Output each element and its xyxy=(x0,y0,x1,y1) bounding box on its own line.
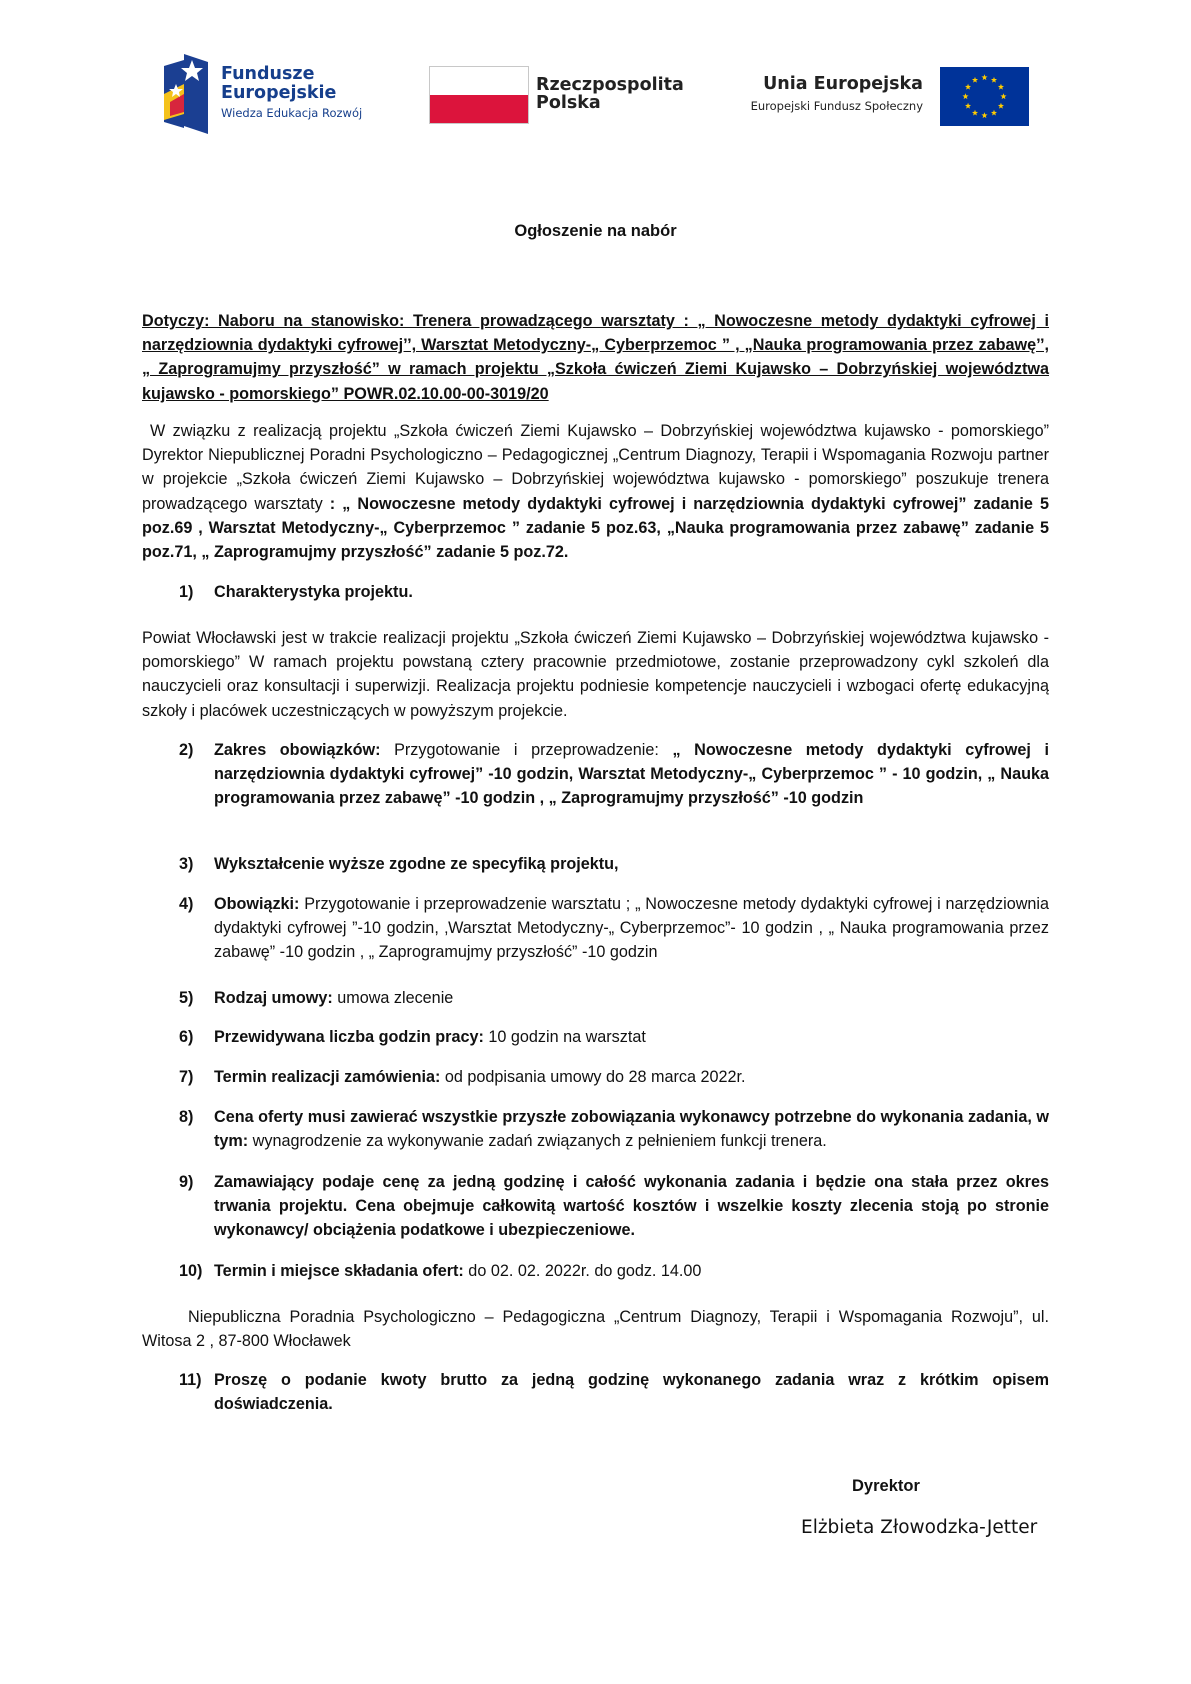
item-6-label: Przewidywana liczba godzin pracy: xyxy=(214,1028,484,1046)
polish-flag-icon xyxy=(429,66,529,124)
item-3-label: Wykształcenie wyższe zgodne ze specyfiką projektu, xyxy=(214,855,619,873)
item-4-label: Obowiązki: xyxy=(214,895,300,913)
item-10-label: Termin i miejsce składania ofert: xyxy=(214,1262,464,1280)
intro-bold-text: : „ Nowoczesne metody dydaktyki cyfrowej i narzędziownia dydaktyki cyfrowej” zadanie 5 poz.69 , Warsztat Metodyczny-„ Cyberprzemoc ” zadanie 5 poz.63, „Nauka programowania przez zabawę” zadanie 5 poz.71, „ Zaprogramujmy przyszłość” zadanie 5 poz.72. xyxy=(142,494,1050,562)
fe-logo-line1: Fundusze xyxy=(221,64,315,84)
item-4-text: Przygotowanie i przeprowadzenie warsztatu ; „ Nowoczesne metody dydaktyki cyfrowej i narzędziownia dydaktyki cyfrowej ”-10 godzin, ‚Warsztat Metodyczny-„ Cyberprzemoc”- 10 godzin , „ Nauka programowania przez zabawę” -10 godzin , „ Zaprogramujmy przyszłość” -10 godzin xyxy=(214,895,1049,962)
pl-logo-line1: Rzeczpospolita xyxy=(536,75,684,95)
item-9-number: 9) xyxy=(179,1173,194,1191)
intro-paragraph xyxy=(142,419,1049,564)
item-10-text: do 02. 02. 2022r. do godz. 14.00 xyxy=(463,1262,702,1280)
item-10-number: 10) xyxy=(179,1262,203,1280)
item-7-text: od podpisania umowy do 28 marca 2022r. xyxy=(440,1068,746,1086)
item-2-label: Zakres obowiązków: xyxy=(214,741,381,759)
item-5-text: umowa zlecenie xyxy=(332,989,454,1007)
signature-title: Dyrektor xyxy=(852,1477,920,1495)
unia-europejska-logo-text xyxy=(751,76,923,112)
item-3-number: 3) xyxy=(179,855,194,873)
item-5-number: 5) xyxy=(179,989,194,1007)
subject-paragraph: Dotyczy: Naboru na stanowisko: Trenera prowadzącego warsztaty : „ Nowoczesne metody dydaktyki cyfrowej i narzędziownia dydaktyki cyfrowej’’, Warsztat Metodyczny-„ Cyberprzemoc ” , „Nauka programowania przez zabawę’’, „ Zaprogramujmy przyszłość” w ramach projektu „Szkoła ćwiczeń Ziemi Kujawsko – Dobrzyńskiej województwa kujawsko - pomorskiego” POWR.02.10.00-00-3019/20 xyxy=(142,312,1049,403)
item-8-label: Cena oferty musi zawierać wszystkie przyszłe zobowiązania wykonawcy potrzebne do wykonania zadania, w tym: xyxy=(214,1108,1049,1151)
section-1-title: Charakterystyka projektu. xyxy=(214,583,413,601)
rzeczpospolita-polska-logo-text xyxy=(536,77,684,112)
section-1-number: 1) xyxy=(179,583,194,601)
logo-bar xyxy=(0,0,1191,150)
item-11-label: Proszę o podanie kwoty brutto za jedną godzinę wykonanego zadania wraz z krótkim opisem doświadczenia. xyxy=(214,1371,1049,1414)
document-title: Ogłoszenie na nabór xyxy=(514,222,677,240)
fe-logo-line2: Europejskie xyxy=(221,82,337,103)
item-7-number: 7) xyxy=(179,1068,194,1086)
item-6-number: 6) xyxy=(179,1028,194,1046)
item-8-text: wynagrodzenie za wykonywanie zadań związanych z pełnieniem funkcji trenera. xyxy=(248,1132,827,1151)
item-5-label: Rodzaj umowy: xyxy=(214,989,333,1007)
item-8-number: 8) xyxy=(179,1108,194,1126)
pl-logo-line2: Polska xyxy=(536,92,601,113)
eu-flag-icon xyxy=(940,67,1029,126)
fundusze-europejskie-logo-icon xyxy=(164,54,208,134)
item-2-number: 2) xyxy=(179,741,194,759)
item-7-label: Termin realizacji zamówienia: xyxy=(214,1068,441,1086)
eu-logo-line1: Unia Europejska xyxy=(763,74,923,94)
project-description-paragraph: Powiat Włocławski jest w trakcie realizacji projektu „Szkoła ćwiczeń Ziemi Kujawsko – Dobrzyńskiej województwa kujawsko - pomorskiego” W ramach projektu powstaną cztery pracownie przedmiotowe, zostanie przeprowadzony cykl szkoleń dla nauczycieli oraz konsultacji i superwizji. Realizacja projektu podniesie kompetencje nauczycieli i wzbogaci ofertę edukacyjną szkoły i placówek uczestniczących w powyższym projekcie. xyxy=(142,629,1049,720)
item-6-text: 10 godzin na warsztat xyxy=(483,1028,646,1046)
intro-text: W związku z realizacją projektu „Szkoła ćwiczeń Ziemi Kujawsko – Dobrzyńskiej województwa kujawsko - pomorskiego” Dyrektor Niepublicznej Poradni Psychologiczno – Pedagogicznej „Centrum Diagnozy, Terapii i Wspomagania Rozwoju partner w projekcie „Szkoła ćwiczeń Ziemi Kujawsko – Dobrzyńskiej województwa kujawsko - pomorskiego” poszukuje trenera prowadzącego warsztaty xyxy=(142,422,1049,513)
signature-name: Elżbieta Złowodzka-Jetter xyxy=(801,1517,1038,1538)
eu-logo-line2: Europejski Fundusz Społeczny xyxy=(750,98,923,113)
item-2-bold-text: „ Nowoczesne metody dydaktyki cyfrowej i narzędziownia dydaktyki cyfrowej” -10 godzin, Warsztat Metodyczny-„ Cyberprzemoc ” - 10 godzin, „ Nauka programowania przez zabawę” -10 godzin , „ Zaprogramujmy przyszłość” -10 godzin xyxy=(214,741,1049,808)
item-11-number: 11) xyxy=(179,1371,202,1389)
item-9-label: Zamawiający podaje cenę za jedną godzinę i całość wykonania zadania i będzie ona stała przez okres trwania projektu. Cena obejmuje całkowitą wartość kosztów i wszelkie koszty zlecenia stoją po stronie wykonawcy/ obciążenia podatkowe i ubezpieczeniowe. xyxy=(214,1173,1049,1240)
fundusze-europejskie-logo-text xyxy=(221,66,362,120)
address-paragraph: Niepubliczna Poradnia Psychologiczno – Pedagogiczna „Centrum Diagnozy, Terapii i Wspomagania Rozwoju”, ul. Witosa 2 , 87-800 Włocławek xyxy=(142,1308,1049,1351)
fe-logo-line3: Wiedza Edukacja Rozwój xyxy=(221,106,363,120)
item-2-text: Przygotowanie i przeprowadzenie: xyxy=(380,741,659,759)
item-4-number: 4) xyxy=(179,895,194,913)
